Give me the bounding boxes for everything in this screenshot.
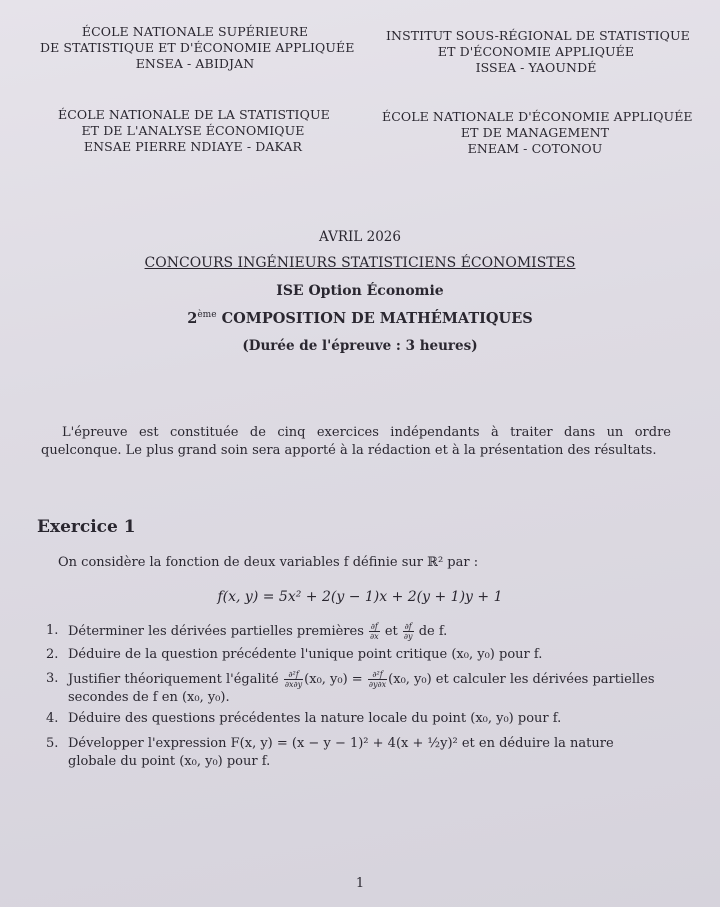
- question-1: 1. Déterminer les dérivées partielles premières $\frac{\partial f}{\partial x}$ et $\frac{\partial f}{\partial y}$ de f.: [46, 622, 448, 641]
- option-title: ISE Option Économie: [276, 283, 444, 299]
- composition-title: 2ème COMPOSITION DE MATHÉMATIQUES: [187, 310, 533, 327]
- exercise-intro: On considère la fonction de deux variables f définie sur ℝ² par :: [58, 555, 479, 570]
- exam-date: AVRIL 2026: [319, 229, 401, 245]
- function-formula: f(x, y) = 5x² + 2(y − 1)x + 2(y + 1)y + 1: [217, 589, 503, 605]
- question-3: 3. Justifier théoriquement l'égalité $\frac{\text{∂²f}}{\partial x\partial y}$ (x₀, y₀) = $\frac{\text{∂²f}}{\partial y\partial x}$ (x₀, y₀) et calculer les dérivées partielles secondes de f en (x₀, y₀).: [46, 670, 655, 705]
- partial-fraction: $\frac{\partial f}{\partial x}$: [370, 622, 379, 641]
- question-5: 5. Développer l'expression F(x, y) = (x − y − 1)² + 4(x + ½y)² et en déduire la nature globale du point (x₀, y₀) pour f.: [46, 736, 614, 769]
- question-2: 2. Déduire de la question précédente l'unique point critique (x₀, y₀) pour f.: [46, 647, 543, 662]
- institution-issea: INSTITUT SOUS-RÉGIONAL DE STATISTIQUE ET D'ÉCONOMIE APPLIQUÉE ISSEA - YAOUNDÉ: [386, 28, 690, 75]
- page-number: 1: [355, 876, 365, 891]
- partial-fraction: $\frac{\partial f}{\partial y}$: [403, 622, 413, 641]
- intro-paragraph: L'épreuve est constituée de cinq exercices indépendants à traiter dans un ordre quelconque. Le plus grand soin sera apporté à la rédaction et à la présentation des résultats.: [41, 425, 671, 458]
- second-partial-fraction: $\frac{\text{∂²f}}{\partial y\partial x}$: [368, 670, 387, 689]
- question-4: 4. Déduire des questions précédentes la nature locale du point (x₀, y₀) pour f.: [46, 711, 562, 726]
- exercise-title: Exercice 1: [37, 517, 136, 537]
- institution-eneam: ÉCOLE NATIONALE D'ÉCONOMIE APPLIQUÉE ET DE MANAGEMENT ENEAM - COTONOU: [382, 109, 693, 156]
- institution-ensea: ÉCOLE NATIONALE SUPÉRIEURE DE STATISTIQUE ET D'ÉCONOMIE APPLIQUÉE ENSEA - ABIDJAN: [40, 24, 355, 71]
- concours-title: CONCOURS INGÉNIEURS STATISTICIENS ÉCONOMISTES: [144, 255, 576, 271]
- second-partial-fraction: $\frac{\text{∂²f}}{\partial x\partial y}$: [284, 670, 303, 689]
- duration: (Durée de l'épreuve : 3 heures): [242, 338, 478, 354]
- institution-ensae: ÉCOLE NATIONALE DE LA STATISTIQUE ET DE L'ANALYSE ÉCONOMIQUE ENSAE PIERRE NDIAYE - DAKAR: [58, 107, 330, 154]
